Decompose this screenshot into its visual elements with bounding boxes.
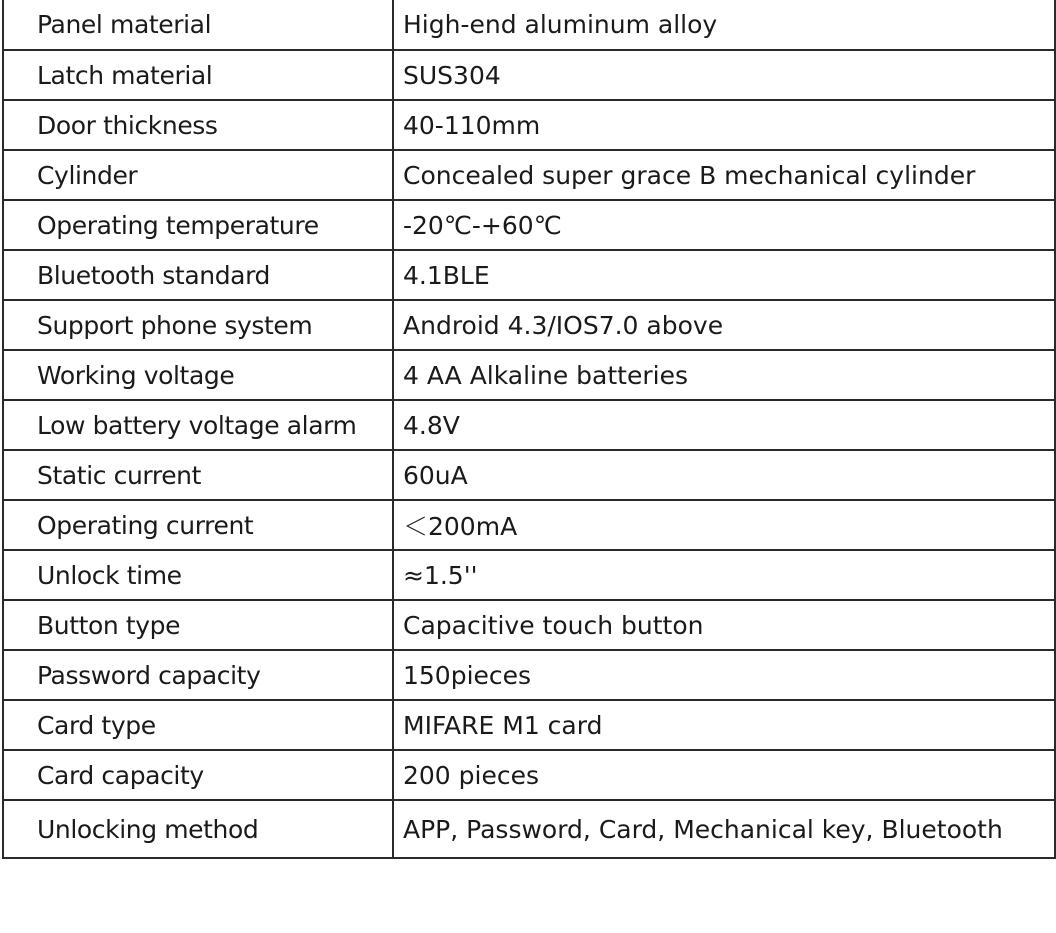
- table-row: [3, 300, 1055, 350]
- table-row: [3, 600, 1055, 650]
- spec-value: 4 AA Alkaline batteries: [393, 350, 1055, 400]
- spec-label: Cylinder: [3, 150, 393, 200]
- table-row: [3, 650, 1055, 700]
- spec-value: 150pieces: [393, 650, 1055, 700]
- spec-label: Operating current: [3, 500, 393, 550]
- spec-value: APP, Password, Card, Mechanical key, Bluetooth: [393, 800, 1055, 858]
- spec-label: Unlock time: [3, 550, 393, 600]
- table-row: [3, 800, 1055, 858]
- spec-table-body: [3, 0, 1055, 858]
- spec-label: Low battery voltage alarm: [3, 400, 393, 450]
- spec-label: Bluetooth standard: [3, 250, 393, 300]
- spec-value: 4.1BLE: [393, 250, 1055, 300]
- spec-value: -20℃-+60℃: [393, 200, 1055, 250]
- table-row: [3, 750, 1055, 800]
- spec-value: ≈1.5'': [393, 550, 1055, 600]
- table-row: [3, 100, 1055, 150]
- table-row: [3, 250, 1055, 300]
- table-row: [3, 200, 1055, 250]
- spec-value: 40-110mm: [393, 100, 1055, 150]
- spec-label: Unlocking method: [3, 800, 393, 858]
- table-row: [3, 500, 1055, 550]
- spec-value: 60uA: [393, 450, 1055, 500]
- table-row: [3, 350, 1055, 400]
- spec-label: Working voltage: [3, 350, 393, 400]
- spec-value: ＜200mA: [393, 500, 1055, 550]
- table-row: [3, 550, 1055, 600]
- spec-label: Static current: [3, 450, 393, 500]
- spec-label: Password capacity: [3, 650, 393, 700]
- spec-label: Support phone system: [3, 300, 393, 350]
- spec-label: Panel material: [3, 0, 393, 50]
- spec-value: SUS304: [393, 50, 1055, 100]
- table-row: [3, 50, 1055, 100]
- spec-value: 200 pieces: [393, 750, 1055, 800]
- spec-label: Latch material: [3, 50, 393, 100]
- spec-value: High-end aluminum alloy: [393, 0, 1055, 50]
- table-row: [3, 0, 1055, 50]
- table-row: [3, 400, 1055, 450]
- spec-value: Android 4.3/IOS7.0 above: [393, 300, 1055, 350]
- spec-value: MIFARE M1 card: [393, 700, 1055, 750]
- spec-table: [2, 0, 1056, 859]
- spec-value: 4.8V: [393, 400, 1055, 450]
- spec-value: Capacitive touch button: [393, 600, 1055, 650]
- table-row: [3, 450, 1055, 500]
- spec-label: Button type: [3, 600, 393, 650]
- spec-label: Card capacity: [3, 750, 393, 800]
- spec-label: Operating temperature: [3, 200, 393, 250]
- spec-label: Card type: [3, 700, 393, 750]
- spec-value: Concealed super grace B mechanical cylinder: [393, 150, 1055, 200]
- table-row: [3, 700, 1055, 750]
- table-row: [3, 150, 1055, 200]
- spec-label: Door thickness: [3, 100, 393, 150]
